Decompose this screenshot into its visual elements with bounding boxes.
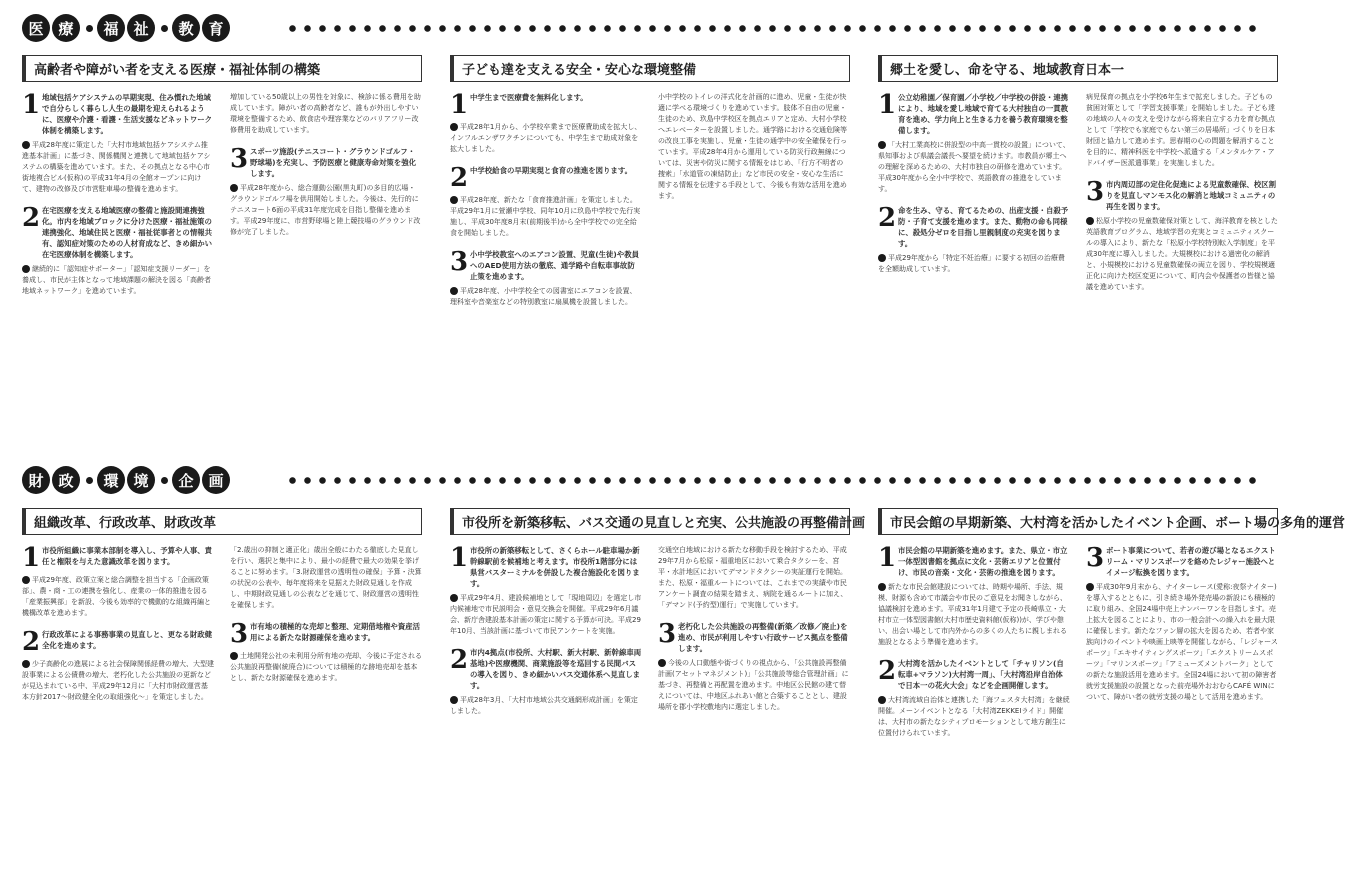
policy-body: 今後の人口動態や街づくりの視点から、「公共施設再整備計画(アセットマネジメント)」「公共施設等総合管理計画」に基づき、再整備と再配置を進めます。中地区公民館の建て替えについては、中地区ふれあい館と合築することとし、建設場所を郡小学校敷地内に選定しました。	[658, 659, 849, 711]
policy-body: 平成29年4月、建設候補地として「現地周辺」を選定し市内候補地で市民説明会・意見交換会を開催。平成29年6月議会、新庁舎建設基本計画の策定に関する予算が可決。平成29年10月、当該計画に基づいて市民アンケートを実施。	[450, 594, 642, 635]
policy-item	[22, 205, 214, 260]
header-char: 医	[22, 14, 50, 42]
arrow-icon	[1086, 217, 1094, 225]
header-char: 財	[22, 466, 50, 494]
section-column-right	[230, 545, 422, 713]
arrow-icon	[230, 184, 238, 192]
policy-heading: 行政改革による事務事業の見直しと、更なる財政健全化を進めます。	[42, 630, 212, 650]
policy-body: 平成28年度、小中学校全ての図書室にエアコンを設置、理科室や音楽室などの特別教室に扇風機を設置しました。	[450, 287, 637, 306]
policy-heading: 地域包括ケアシステムの早期実現、住み慣れた地域で自分らしく暮らし人生の最期を迎えられるように、医療や介護・看護・生活支援などネットワーク体制を構築します。	[42, 93, 212, 135]
section-column-left	[878, 545, 1070, 749]
policy-body: 「大村工業高校に併設型の中高一貫校の設置」について、県知事および県議会議長へ要望を続けます。市教員が郷土への理解を深めるための、大村市独自の研修を進めています。平成30年度から全小中学校で、英語教育の推進をしています。	[878, 141, 1070, 193]
policy-section	[22, 508, 422, 713]
arrow-icon	[450, 696, 458, 704]
header-char: 祉	[127, 14, 155, 42]
header-char: 企	[172, 466, 200, 494]
policy-section	[450, 508, 866, 727]
policy-heading: 市役所の新築移転として、さくらホール駐車場か新幹線駅前を候補地と考えます。市役所1階部分には県営バスターミナルを併設した複合施設化を図ります。	[470, 546, 640, 588]
policy-number: 1	[450, 543, 469, 573]
policy-item	[1086, 545, 1278, 578]
header-char: 療	[52, 14, 80, 42]
section-column-right	[658, 545, 850, 727]
policy-number: 2	[450, 163, 469, 193]
policy-heading: ボート事業について、若者の遊び場となるエクストリーム・マリンスポーツを絡めたレジャー施設へとイメージ転換を図ります。	[1106, 546, 1276, 577]
policy-heading: 命を生み、守る、育てるための、出産支援・自殺予防・子育て支援を進めます。また、動物の命も同様に、殺処分ゼロを目指し里親制度の充実を図ります。	[898, 206, 1069, 248]
arrow-icon	[878, 141, 886, 149]
arrow-icon	[22, 141, 30, 149]
header-dot	[86, 477, 93, 484]
policy-number: 1	[878, 90, 897, 120]
policy-body: 病児保育の拠点を小学校6年生まで拡充しました。子どもの貧困対策として「学習支援事業」を開始しました。子ども達の地域の人々の支えを受けながら将来自立する力を育む拠点として「学校でも家庭でもない第三の居場所」づくりを日本財団と協力して進めます。思春期の心の問題を解消することを目的に、精神科医を中学校へ派遣する「メンタルケア・アドバイザー医派遣事業」を実施しました。	[1086, 93, 1275, 167]
policy-number: 3	[658, 619, 677, 649]
header-char: 育	[202, 14, 230, 42]
policy-body: 交通空白地域における新たな移動手段を検討するため、平成29年7月から松原・福重地区において乗合タクシーを、宮平・水計地区においてデマンドタクシーの実証運行を開始。また、松原・福重ルートについては、これまでの実績や市民アンケート調査の結果を踏まえ、病院を通るルートに加え、「デマンド(予約型)運行」で実施しています。	[658, 546, 848, 609]
policy-item	[450, 249, 642, 282]
section-column-left	[878, 92, 1070, 303]
policy-heading: 在宅医療を支える地域医療の整備と施設間連携強化。市内を地域ブロックに分けた医療・福祉施策の連携強化、地域住民と医療・福祉従事者との情報共有、認知症対策のための人材育成など、きめ細かい在宅医療体制を構築します。	[42, 206, 212, 259]
arrow-icon	[450, 196, 458, 204]
policy-body: 増加している50歳以上の男性を対象に、検診に係る費用を助成しています。障がい者の高齢者など、誰もが外出しやすい環境を整備するため、飲食店や理容業などのバリアフリー改修費用を助成しています。	[230, 93, 421, 134]
policy-number: 3	[230, 619, 249, 649]
section-column-right	[1086, 92, 1278, 303]
header-char: 境	[127, 466, 155, 494]
policy-item	[878, 92, 1070, 136]
policy-item	[22, 92, 214, 136]
policy-number: 2	[22, 203, 41, 233]
policy-number: 2	[450, 645, 469, 675]
arrow-icon	[658, 659, 666, 667]
policy-number: 3	[1086, 177, 1105, 207]
policy-body: 平成30年9月末から、ナイターレース(愛称:夜祭ナイター)を導入するとともに、引き続き場外発売場の新設にも積極的に取り組み、全国24場中売上ナンバーワンを目指します。売上拡大を図ることにより、市の一般会計への繰入れを最大限に確保します。新たなファン層の拡大を図るため、若者や家族向けのイベントや映画上映等を開催しながら、「レジャースポーツ」「エキサイティングスポーツ」「エクストリームスポーツ」「マリンスポーツ」「アミューズメントパーク」としての新たな施設活用を進めます。全国24場において初の障害者就労支援施設の設置となった前売場外おおむらCAFÉ WINについて、障がい者の就労支援の場として活用を進めます。	[1086, 583, 1278, 701]
arrow-icon	[878, 696, 886, 704]
arrow-icon	[22, 265, 30, 273]
policy-body: 平成29年度、政策立案と総合調整を担当する「企画政策部」、農・商・工の連携を強化し、産業の一体的推進を図る「産業振興部」を新設、今後も効率的で機動的な組織再編と機構改革を進めます。	[22, 576, 211, 617]
policy-body: 新たな市民会館建設については、時期や場所、手法、規模、財源も含めて市議会や市民のご意見をお聞きしながら、協議検討を進めます。平成31年1月建て予定の長崎県立・大村市立一体型図書館(大村市歴史資料館(仮称))が、学びや憩い、出会い場として市内外からの多くの人たちに親しまれる施設となるよう準備を進めます。	[878, 583, 1067, 646]
section-column-right	[230, 92, 422, 307]
section-title: 子ども達を支える安全・安心な環境整備	[450, 55, 850, 82]
header-char: 画	[202, 466, 230, 494]
section-title: 市役所を新築移転、バス交通の見直しと充実、公共施設の再整備計画	[450, 508, 850, 535]
policy-body: 松原小学校の児童数確保対策として、海洋教育を核とした英語教育プログラム、地域学習の充実とコミュニティスクールの導入により、新たな「松原小学校特別転入学制度」を平成30年度に導入しました。大規模校における過密化の解消と、小規模校における児童数確保の両立を図り、学校規模適正化に向けた校区変更について、町内会や保護者の皆様と協議を進めています。	[1086, 217, 1278, 291]
policy-heading: スポーツ施設(テニスコート・グラウンドゴルフ・野球場)を充実し、予防医療と健康寿命対策を強化します。	[250, 147, 416, 178]
section-title: 市民会館の早期新築、大村湾を活かしたイベント企画、ボート場の多角的運営	[878, 508, 1278, 535]
policy-number: 1	[22, 543, 41, 573]
header-dotted-rule	[285, 25, 1260, 32]
policy-heading: 市役所組織に事業本部制を導入し、予算や人事、責任と権限を与えた意識改革を図ります。	[42, 546, 212, 566]
section-column-right	[658, 92, 850, 318]
policy-heading: 市有地の積極的な売却と整理、定期借地権や資産活用による新たな財源確保を進めます。	[250, 622, 420, 642]
section-title: 高齢者や障がい者を支える医療・福祉体制の構築	[22, 55, 422, 82]
policy-heading: 大村湾を活かしたイベントとして「チャリソン(自転車+マラソン)大村湾一周」、「大村湾沿岸自治体で日本一の花火大会」などを企画開催します。	[898, 659, 1064, 690]
section-column-left	[22, 92, 214, 307]
policy-number: 1	[450, 90, 469, 120]
policy-item	[22, 545, 214, 571]
bottom-section-header	[22, 466, 232, 494]
arrow-icon	[450, 594, 458, 602]
policy-number: 2	[878, 203, 897, 233]
policy-number: 2	[878, 656, 897, 686]
policy-number: 1	[22, 90, 41, 120]
arrow-icon	[230, 652, 238, 660]
section-title: 郷土を愛し、命を守る、地域教育日本一	[878, 55, 1278, 82]
section-column-left	[450, 545, 642, 727]
header-char: 教	[172, 14, 200, 42]
policy-item	[1086, 179, 1278, 212]
policy-item	[230, 146, 422, 179]
policy-section	[22, 55, 422, 307]
policy-heading: 小中学校教室へのエアコン設置、児童(生徒)や教員へのAED使用方法の徹底、通学路や自転車事故防止策を進めます。	[470, 250, 639, 281]
policy-item	[450, 647, 642, 691]
arrow-icon	[450, 123, 458, 131]
policy-section	[450, 55, 850, 318]
top-section-header	[22, 14, 232, 42]
section-column-right	[1086, 545, 1278, 749]
policy-body: 小中学校のトイレの洋式化を計画的に進め、児童・生徒が快適に学べる環境づくりを進めています。肢体不自由の児童・生徒のため、玖島中学校区を拠点エリアと定め、大村小学校へエレベーターを設置しました。通学路における交通危険等の改良工事を実施し、児童・生徒の通学中の安全確保を行っています。平成28年4月から運用している防災行政無線については、災害や防災に関する情報をはじめ、「行方不明者の捜索」「水道管の凍結防止」など市民の安全・安心な生活に関する情報を伝達する手段として、今後も有効な活用を進めます。	[658, 93, 847, 200]
policy-item	[450, 92, 642, 118]
policy-item	[22, 629, 214, 655]
header-char: 政	[52, 466, 80, 494]
policy-heading: 市内周辺部の定住化促進による児童数確保、校区割りを見直しマンモス化の解消と地域コミュニティの再生を図ります。	[1106, 180, 1276, 211]
policy-item	[878, 545, 1070, 578]
arrow-icon	[22, 576, 30, 584]
policy-body: 大村湾流域自治体と連携した「海フェスタ大村湾」を継続開催。メーンイベントとなる「大村湾ZEKKEIライド」開催は、大村市の新たなシティプロモーションとして地方創生に位置付けられています。	[878, 696, 1070, 737]
policy-body: 土地開発公社の未利用分所有地の売却、今後に予定される公共施設再整備(統廃合)については積極的な跡地売却を基本とし、新たな財源確保を進めます。	[230, 652, 422, 682]
policy-section	[878, 508, 1345, 749]
policy-heading: 公立幼稚園／保育園／小学校／中学校の併設・連携により、地域を愛し地域で育てる大村独自の一貫教育を進め、学力向上と生きる力を養う教育環境を整備します。	[898, 93, 1068, 135]
arrow-icon	[878, 583, 886, 591]
policy-item	[878, 658, 1070, 691]
policy-heading: 市民会館の早期新築を進めます。また、県立・市立一体型図書館を拠点に文化・芸術エリアと位置付け、市民の音楽・文化・芸術の推進を図ります。	[898, 546, 1068, 577]
header-dotted-rule	[285, 477, 1260, 484]
policy-body: 「2.歳出の抑制と適正化」歳出全般にわたる徹底した見直しを行い、選択と集中により、最小の経費で最大の効果を挙げることに努めます。「3.財政運営の透明性の確保」予算・決算の状況の公表や、毎年度将来を見据えた財政見通しを作成し、中期財政見通しの公表などを通じて、財政運営の透明性を確保します。	[230, 546, 422, 609]
policy-body: 平成28年度から、総合運動公園(黒丸町)の多目的広場・グラウンドゴルフ場を供用開始しました。今後は、先行的にテニスコート6面の平成31年度完成を目指し整備を進めます。平成29年度に、市営野球場と陸上競技場のグラウンド改修が完了しました。	[230, 184, 421, 236]
section-column-left	[450, 92, 642, 318]
policy-item	[450, 165, 642, 191]
header-dot	[86, 25, 93, 32]
policy-body: 少子高齢化の進展による社会保障関係経費の増大、大型建設事業による公債費の増大、老朽化した公共施設の更新などが見込まれている中、平成29年12月に「大村市財政運営基本方針2017〜財政健全化の取組強化〜」を策定しました。	[22, 660, 214, 701]
policy-body: 平成29年度から「特定不妊治療」に要する初回の治療費を全額助成しています。	[878, 254, 1065, 273]
arrow-icon	[22, 660, 30, 668]
policy-number: 1	[878, 543, 897, 573]
section-column-left	[22, 545, 214, 713]
header-dot	[161, 477, 168, 484]
policy-heading: 中学生まで医療費を無料化します。	[470, 93, 588, 102]
policy-body: 平成28年度に策定した「大村市地域包括ケアシステム推進基本計画」に基づき、関係機関と連携して地域包括ケアシステムの構築を進めています。また、その拠点となる中心市街地複合ビル(仮称)の平成31年4月の全館オープンに向けて、建物の改修及び市営駐車場の整備を進めます。	[22, 141, 211, 193]
arrow-icon	[878, 254, 886, 262]
policy-item	[658, 621, 850, 654]
policy-number: 3	[1086, 543, 1105, 573]
policy-item	[450, 545, 642, 589]
policy-body: 平成28年1月から、小学校卒業まで医療費助成を拡大し、インフルエンザワクチンについても、中学生まで助成対象を拡大しました。	[450, 123, 642, 153]
policy-item	[878, 205, 1070, 249]
header-char: 福	[97, 14, 125, 42]
header-dot	[161, 25, 168, 32]
section-title: 組織改革、行政改革、財政改革	[22, 508, 422, 535]
policy-heading: 市内4拠点(市役所、大村駅、新大村駅、新幹線車両基地)や医療機関、商業施設等を巡回する民間バスの導入を図り、きめ細かいバス交通体系へ見直します。	[470, 648, 642, 690]
policy-body: 平成28年度、新たな「食育推進計画」を策定しました。平成29年1月に萱瀬中学校、同年10月に玖島中学校で先行実施し、平成30年度8月末(前期後半)から全中学校での完全給食を開始しました。	[450, 196, 641, 237]
policy-heading: 中学校給食の早期実現と食育の推進を図ります。	[470, 166, 633, 175]
arrow-icon	[1086, 583, 1094, 591]
policy-item	[230, 621, 422, 647]
header-char: 環	[97, 466, 125, 494]
policy-number: 3	[230, 144, 249, 174]
policy-body: 継続的に「認知症サポーター」「認知症支援リーダー」を養成し、市民が主体となって地域課題の解決を図る「高齢者地域ネットワーク」を進めています。	[22, 265, 211, 295]
policy-body: 平成28年3月、「大村市地域公共交通網形成計画」を策定しました。	[450, 696, 638, 715]
policy-heading: 老朽化した公共施設の再整備(新築／改修／廃止)を進め、市民が利用しやすい行政サービス拠点を整備します。	[678, 622, 848, 653]
policy-section	[878, 55, 1278, 303]
arrow-icon	[450, 287, 458, 295]
policy-number: 2	[22, 627, 41, 657]
policy-number: 3	[450, 247, 469, 277]
